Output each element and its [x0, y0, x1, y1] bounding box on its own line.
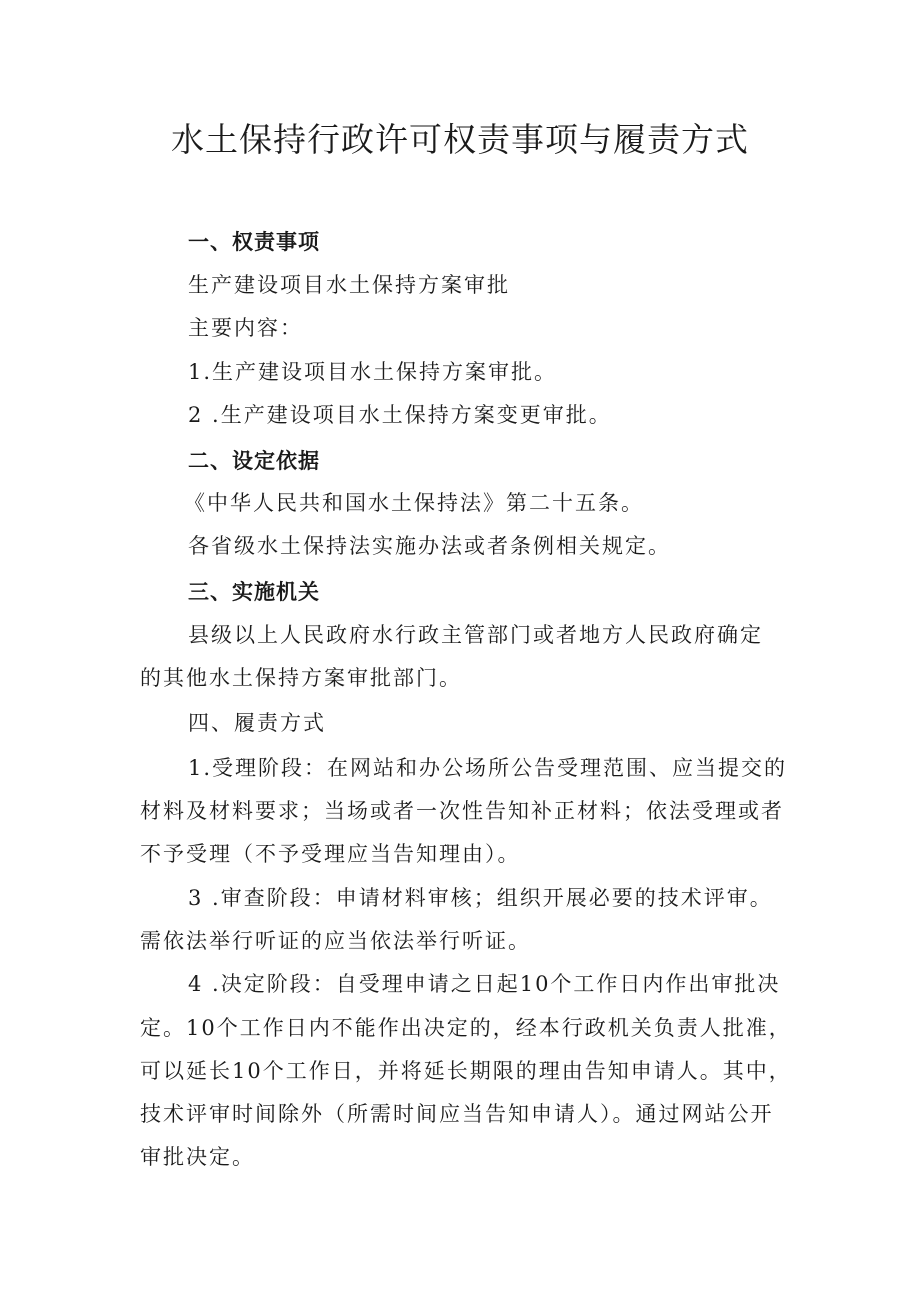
decision-stage-line-2: 定。10个工作日内不能作出决定的，经本行政机关负责人批准，	[140, 1016, 792, 1040]
item-name: 生产建设项目水土保持方案审批	[188, 273, 510, 297]
review-stage-line-1: 3 .审查阶段：申请材料审核；组织开展必要的技术评审。	[188, 886, 773, 910]
decision-stage-line-1: 4 .决定阶段：自受理申请之日起10个工作日内作出审批决	[188, 972, 781, 996]
section-heading-legal-basis: 二、设定依据	[188, 449, 320, 473]
section-heading-responsibility: 一、权责事项	[188, 230, 320, 254]
acceptance-stage-line-1: 1.受理阶段：在网站和办公场所公告受理范围、应当提交的	[188, 756, 788, 780]
acceptance-stage-line-3: 不予受理（不予受理应当告知理由）。	[140, 842, 521, 866]
authority-line-2: 的其他水土保持方案审批部门。	[140, 666, 462, 690]
legal-basis-1: 《中华人民共和国水土保持法》第二十五条。	[184, 491, 644, 515]
acceptance-stage-line-2: 材料及材料要求；当场或者一次性告知补正材料；依法受理或者	[140, 799, 784, 823]
decision-stage-line-5: 审批决定。	[140, 1145, 255, 1169]
review-stage-line-2: 需依法举行听证的应当依法举行听证。	[140, 929, 531, 953]
content-item-2: 2 .生产建设项目水土保持方案变更审批。	[188, 403, 612, 427]
document-title: 水土保持行政许可权责事项与履责方式	[171, 120, 749, 159]
decision-stage-line-3: 可以延长10个工作日，并将延长期限的理由告知申请人。其中，	[140, 1059, 792, 1083]
decision-stage-line-4: 技术评审时间除外（所需时间应当告知申请人）。通过网站公开	[140, 1102, 774, 1126]
authority-line-1: 县级以上人民政府水行政主管部门或者地方人民政府确定	[188, 623, 763, 647]
main-content-label: 主要内容：	[188, 316, 303, 340]
section-heading-authority: 三、实施机关	[188, 580, 320, 604]
legal-basis-2: 各省级水土保持法实施办法或者条例相关规定。	[188, 534, 671, 558]
content-item-1: 1.生产建设项目水土保持方案审批。	[188, 360, 558, 384]
section-heading-duty-method: 四、履责方式	[188, 711, 326, 735]
